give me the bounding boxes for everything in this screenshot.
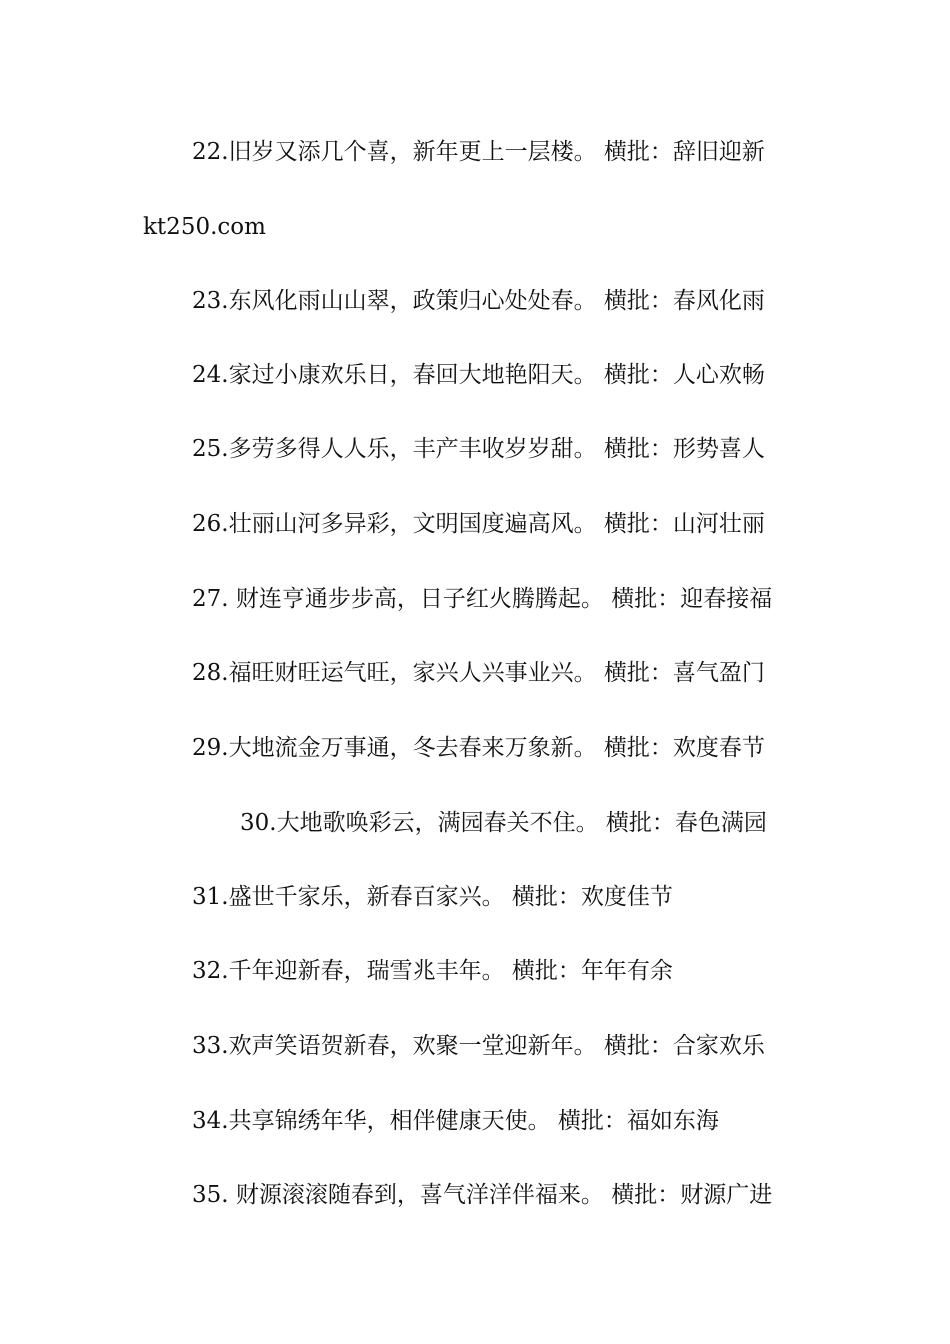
couplet-line-26: 26.壮丽山河多异彩，文明国度遍高风。 横批：山河壮丽 [192, 511, 765, 537]
couplet-line-34: 34.共享锦绣年华，相伴健康天使。 横批：福如东海 [192, 1108, 719, 1134]
couplet-line-24: 24.家过小康欢乐日，春回大地艳阳天。 横批：人心欢畅 [192, 362, 765, 388]
website-text: kt250.com [143, 214, 266, 240]
couplet-line-25: 25.多劳多得人人乐，丰产丰收岁岁甜。 横批：形势喜人 [192, 436, 765, 462]
couplet-line-30: 30.大地歌唤彩云，满园春关不住。 横批：春色满园 [240, 810, 767, 836]
couplet-line-35: 35. 财源滚滚随春到，喜气洋洋伴福来。 横批：财源广进 [192, 1182, 773, 1208]
couplet-line-27: 27. 财连亨通步步高，日子红火腾腾起。 横批：迎春接福 [192, 586, 773, 612]
couplet-line-32: 32.千年迎新春，瑞雪兆丰年。 横批：年年有余 [192, 958, 673, 984]
couplet-line-31: 31.盛世千家乐，新春百家兴。 横批：欢度佳节 [192, 884, 673, 910]
couplet-line-22: 22.旧岁又添几个喜，新年更上一层楼。 横批：辞旧迎新 [192, 139, 765, 165]
couplet-line-28: 28.福旺财旺运气旺，家兴人兴事业兴。 横批：喜气盈门 [192, 660, 765, 686]
couplet-line-23: 23.东风化雨山山翠，政策归心处处春。 横批：春风化雨 [192, 288, 765, 314]
couplet-line-29: 29.大地流金万事通，冬去春来万象新。 横批：欢度春节 [192, 735, 765, 761]
couplet-line-33: 33.欢声笑语贺新春，欢聚一堂迎新年。 横批：合家欢乐 [192, 1033, 765, 1059]
